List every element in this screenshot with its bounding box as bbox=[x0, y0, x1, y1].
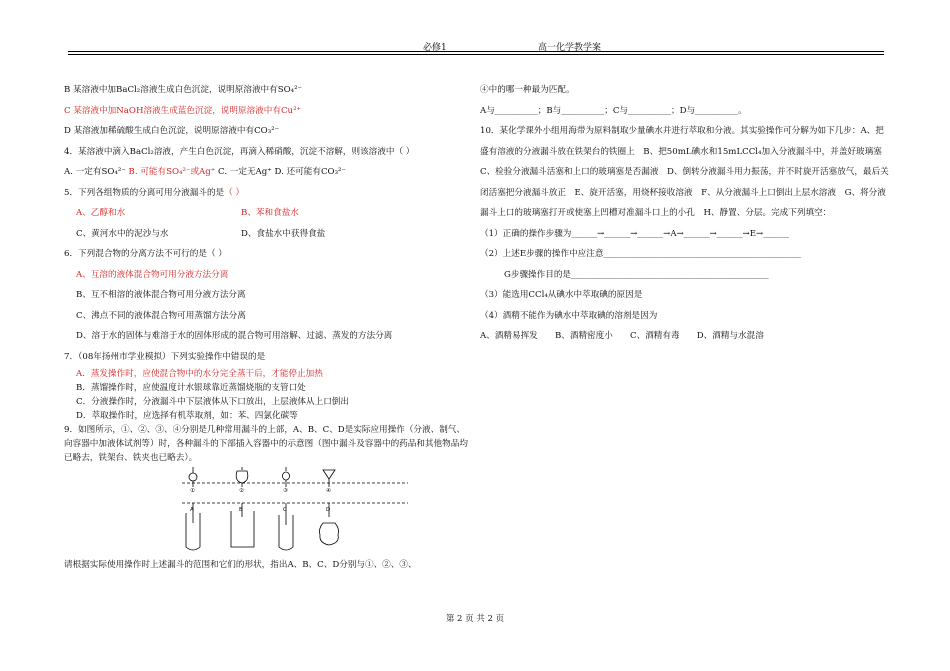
funnel-3-top bbox=[283, 467, 290, 487]
q4-option-d: D. 还可能有CO₃²⁻ bbox=[274, 167, 347, 177]
q7-option-a: A．蒸发操作时，应使混合物中的水分完全蒸干后，才能停止加热 bbox=[76, 369, 323, 379]
q7-option-b: B．蒸馏操作时，应使温度计水银球靠近蒸馏烧瓶的支管口处 bbox=[76, 383, 306, 393]
page-header bbox=[68, 40, 884, 54]
q10-step2b: G步骤操作目的是______________________________________________ bbox=[504, 269, 769, 280]
header-rule bbox=[68, 51, 884, 52]
q10-step3: （3）能选用CCl₄从碘水中萃取碘的原因是 bbox=[480, 290, 643, 300]
header-rule-thin bbox=[68, 54, 884, 55]
q3-option-c: C 某溶液中加NaOH溶液生成蓝色沉淀，说明原溶液中有Cu²⁺ bbox=[64, 105, 302, 116]
q7-options bbox=[64, 367, 472, 423]
q5-options-ab bbox=[64, 203, 472, 224]
q9-tail: 请根据实际使用操作时上述漏斗的范围和它们的形状，指出A、B、C、D分别与①、②、③、 bbox=[64, 560, 417, 570]
fig-label-3: ③ bbox=[283, 488, 288, 494]
q6-option-c: C、沸点不同的液体混合物可用蒸馏方法分离 bbox=[76, 310, 246, 321]
q7-option-d: D．萃取操作时，应选择有机萃取剂，如：苯、四氯化碳等 bbox=[76, 411, 298, 421]
q5-options-cd bbox=[64, 224, 472, 245]
q10-step1: （1）正确的操作步骤为______→______→______→A→______→______→E→______ bbox=[480, 228, 789, 239]
q10-stem: 10．某化学课外小组用海带为原料制取少量碘水并进行萃取和分液。其实验操作可分解为如下几步：A、把盛有溶液的分液漏斗放在铁架台的铁圈上 B、把50mL碘水和15mLCCl₄加入分液漏斗中，并盖好玻璃塞 C、检验分液漏斗活塞和上口的玻璃塞是否漏液 D、倒转分液漏斗用力振荡，并不时旋开活塞放气，最后关闭活塞把分液漏斗放正 E、旋开活塞，用烧杯接收溶液 F、从分液漏斗上口倒出上层水溶液 G、将分液漏斗上口的玻璃塞打开或使塞上凹槽对准漏斗口上的小孔 H、静置、分层。完成下列填空： bbox=[480, 126, 891, 218]
header-course: 高一化学教学案 bbox=[538, 43, 602, 53]
funnel-1-top bbox=[189, 467, 197, 487]
q5-stem-line bbox=[64, 183, 472, 204]
q3-option-d: D 某溶液加稀硫酸生成白色沉淀，说明原溶液中有CO₃²⁻ bbox=[64, 126, 280, 136]
q5-option-c: C、黄河水中的泥沙与水 bbox=[76, 228, 169, 239]
funnel-2-top bbox=[236, 467, 248, 487]
page-footer: 第 2 页 共 2 页 bbox=[445, 614, 505, 624]
q7-option-c: C．分液操作时，分液漏斗中下层液体从下口放出，上层液体从上口倒出 bbox=[76, 397, 349, 407]
fig-label-1: ① bbox=[190, 488, 195, 494]
fig-label-2: ② bbox=[239, 488, 244, 494]
q3-option-b: B 某溶液中加BaCl₂溶液生成白色沉淀，说明原溶液中有SO₄²⁻ bbox=[64, 85, 303, 95]
fig-label-b: B bbox=[239, 507, 243, 513]
q6-option-b: B、互不相溶的液体混合物可用分液方法分离 bbox=[76, 290, 246, 300]
q5-option-b: B、苯和食盐水 bbox=[241, 208, 299, 218]
fig-label-4: ④ bbox=[326, 488, 331, 494]
q4-stem: 4．某溶液中滴入BaCl₂溶液，产生白色沉淀，再滴入稀硝酸，沉淀不溶解，则该溶液中（ ） bbox=[64, 146, 415, 157]
header-subject: 必修1 bbox=[423, 43, 447, 53]
q9-continuation: ④中的哪一种最为匹配。 bbox=[480, 85, 575, 95]
q10-options: A、酒精易挥发 B、酒精密度小 C、酒精有毒 D、酒精与水混溶 bbox=[480, 331, 764, 341]
q10-step4: （4）酒精不能作为碘水中萃取碘的溶剂是因为 bbox=[480, 310, 658, 321]
funnel-diagram bbox=[182, 467, 422, 555]
right-column bbox=[480, 80, 890, 347]
funnel-4-top bbox=[323, 470, 335, 487]
q6-option-a: A、互溶的液体混合物可用分液方法分离 bbox=[76, 269, 229, 280]
q6-stem: 6．下列混合物的分离方法不可行的是（ ） bbox=[64, 249, 227, 259]
q7-stem: 7．（08年扬州市学业模拟）下列实验操作中错误的是 bbox=[64, 351, 266, 362]
q5-option-a: A、乙醇和水 bbox=[76, 208, 126, 218]
funnel-figure bbox=[64, 467, 472, 555]
q6-option-d: D、溶于水的固体与难溶于水的固体形成的混合物可用溶解、过滤、蒸发的方法分离 bbox=[76, 331, 393, 341]
q9-stem: 9．如图所示，①、②、③、④分别是几种常用漏斗的上部，A、B、C、D是实际应用操作（分液、制气、向容器中加液体试剂等）时，各种漏斗的下部插入容器中的示意图（图中漏斗及容器中的药品和其他物品均已略去，铁架台、铁夹也已略去）。 bbox=[64, 425, 468, 463]
q5-paren: （ ） bbox=[224, 187, 245, 198]
q10-step2: （2）上述E步骤的操作中应注意______________________________________________ bbox=[480, 249, 802, 259]
q5-stem: 5．下列各组物质的分离可用分液漏斗的是 bbox=[64, 187, 225, 198]
q4-option-a: A. 一定有SO₄²⁻ bbox=[64, 167, 126, 177]
q4-option-c: C. 一定无Ag⁺ bbox=[218, 167, 272, 177]
fig-label-d: D bbox=[326, 507, 331, 513]
q9-answer-blanks: A与__________；B与__________；C与__________；D与__________。 bbox=[480, 105, 747, 116]
q5-option-d: D、食盐水中获得食盐 bbox=[241, 228, 326, 239]
q4-options bbox=[64, 162, 472, 183]
fig-label-a: A bbox=[190, 507, 194, 513]
left-column bbox=[64, 80, 472, 576]
fig-label-c: C bbox=[283, 507, 287, 513]
q4-option-b: B. 可能有SO₄²⁻或Ag⁺ bbox=[128, 167, 216, 177]
